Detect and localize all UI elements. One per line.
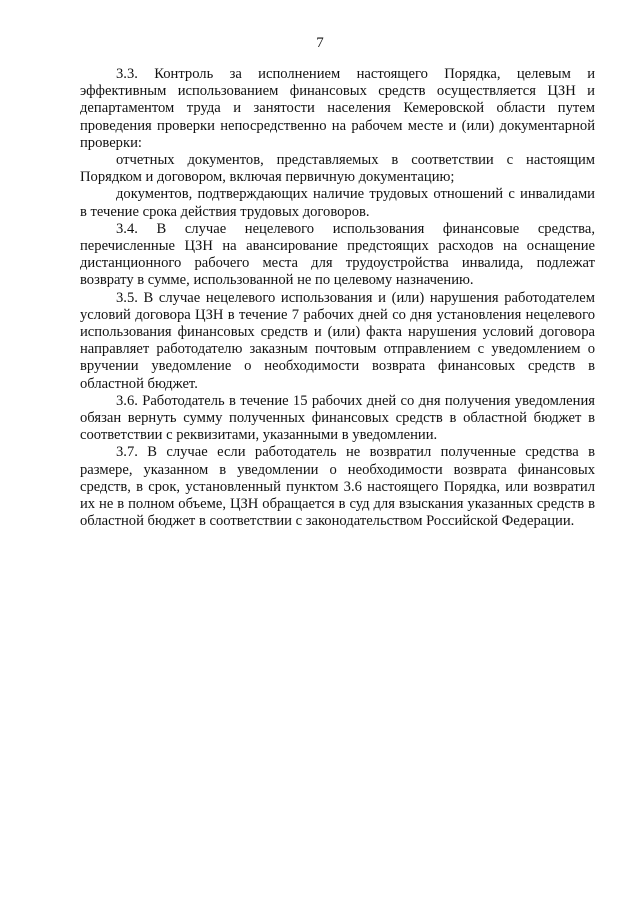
paragraph-3-7: 3.7. В случае если работодатель не возвратил полученные средства в размере, указанном в уведомлении о необходимости возврата финансовых средств, в срок, установленный пунктом 3.6 настоящего Порядка, или возвратил их не в полном объеме, ЦЗН обращается в суд для взыскания указанных средств в областной бюджет в соответствии с законодательством Российской Федерации. [80, 444, 595, 530]
paragraph-employment-documents: документов, подтверждающих наличие трудовых отношений с инвалидами в течение срока действия трудовых договоров. [80, 186, 595, 220]
paragraph-3-4: 3.4. В случае нецелевого использования финансовые средства, перечисленные ЦЗН на авансирование предстоящих расходов на оснащение дистанционного рабочего места для трудоустройства инвалида, подлежат возврату в сумме, использованной не по целевому назначению. [80, 220, 595, 289]
paragraph-3-3: 3.3. Контроль за исполнением настоящего Порядка, целевым и эффективным использованием финансовых средств осуществляется ЦЗН и департаментом труда и занятости населения Кемеровской области путем проведения проверки непосредственно на рабочем месте и (или) документарной проверки: [80, 66, 595, 151]
paragraph-3-5: 3.5. В случае нецелевого использования и (или) нарушения работодателем условий договора ЦЗН в течение 7 рабочих дней со дня установления нецелевого использования финансовых средств и (или) факта нарушения условий договора направляет работодателю заказным почтовым отправлением с уведомлением о вручении уведомление о необходимости возврата финансовых средств в областной бюджет. [80, 289, 595, 392]
paragraph-reporting-documents: отчетных документов, представляемых в соответствии с настоящим Порядком и договором, включая первичную документацию; [80, 152, 595, 186]
document-body [80, 66, 595, 530]
paragraph-3-6: 3.6. Работодатель в течение 15 рабочих дней со дня получения уведомления обязан вернуть сумму полученных финансовых средств в областной бюджет в соответствии с реквизитами, указанными в уведомлении. [80, 392, 595, 444]
page-number: 7 [316, 35, 324, 51]
